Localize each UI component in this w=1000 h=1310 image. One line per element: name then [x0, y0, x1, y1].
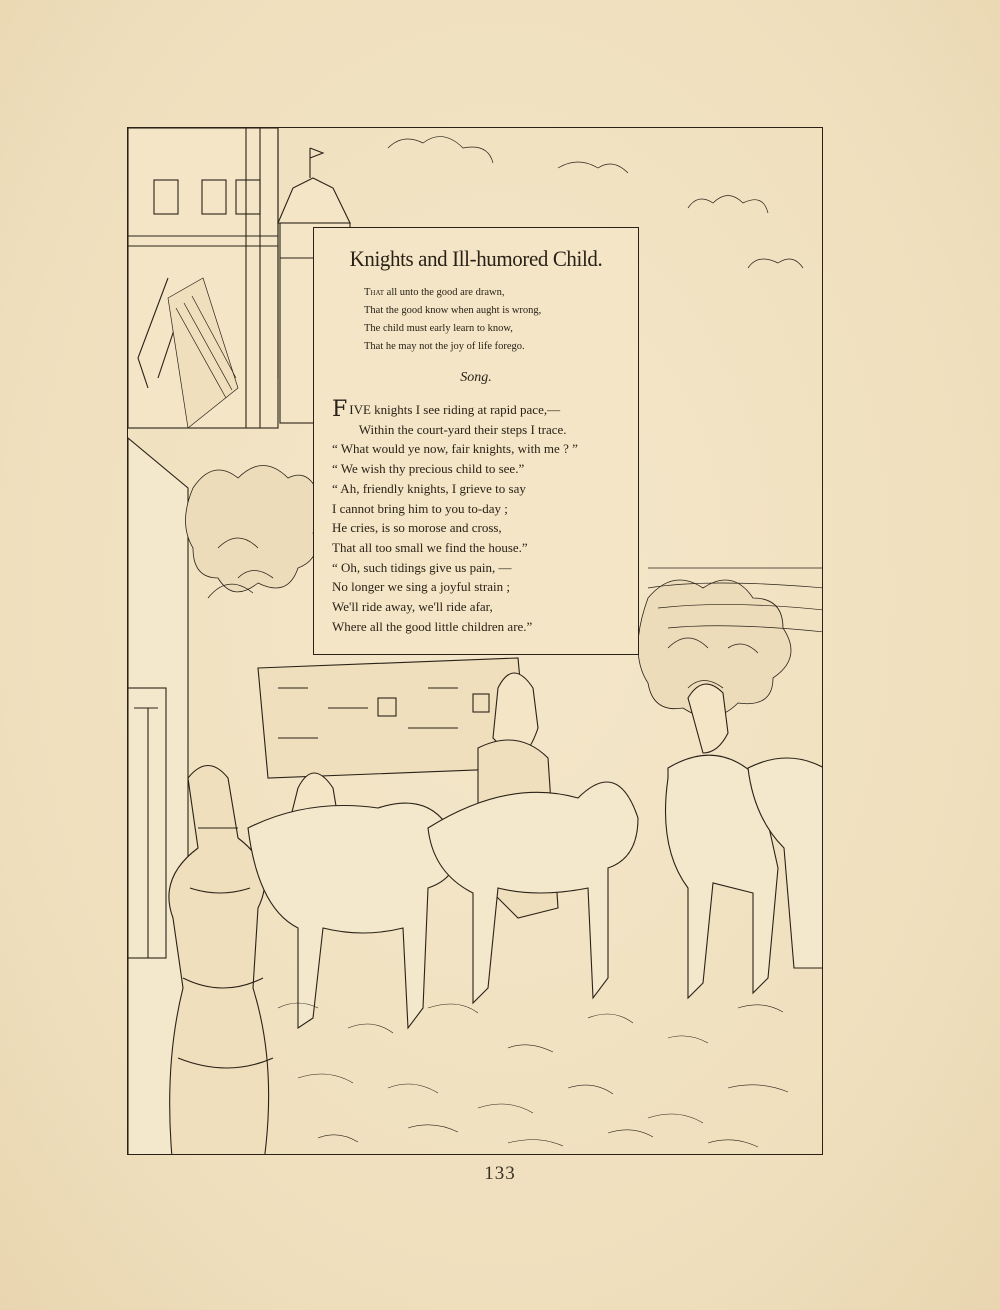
motto-first-line-rest: all unto the good are drawn,: [384, 287, 505, 298]
page-number: 133: [484, 1163, 516, 1184]
poem-title: Knights and Ill-humored Child.: [349, 246, 603, 271]
song-line: Within the court-yard their steps I trace.: [349, 421, 567, 437]
song-line: “ Oh, such tidings give us pain, —: [332, 559, 512, 575]
motto-first-word: That: [364, 287, 385, 298]
motto-line: That he may not the joy of life forego.: [364, 341, 525, 352]
song-line: That all too small we find the house.”: [332, 539, 528, 555]
song-first-line-rest: IVE knights I see riding at rapid pace,—: [349, 402, 561, 417]
song-line: “ What would ye now, fair knights, with me ? ”: [332, 441, 578, 457]
motto-line: The child must early learn to know,: [364, 323, 513, 334]
song-heading: Song.: [460, 370, 492, 385]
poem-text-panel: [313, 227, 639, 655]
drop-cap: F: [332, 397, 348, 422]
song-line: I cannot bring him to you to-day ;: [332, 500, 508, 516]
song-stanza: [332, 397, 578, 636]
song-line: “ Ah, friendly knights, I grieve to say: [332, 480, 526, 496]
song-line: [332, 397, 578, 422]
motto-line: [364, 284, 541, 302]
cobblestone-ground: [278, 1003, 788, 1147]
motto-line: That the good know when aught is wrong,: [364, 305, 542, 316]
song-line: He cries, is so morose and cross,: [332, 520, 502, 536]
song-line: Where all the good little children are.”: [332, 618, 533, 634]
song-line: No longer we sing a joyful strain ;: [332, 579, 510, 595]
song-line: We'll ride away, we'll ride afar,: [332, 599, 493, 615]
song-line: “ We wish thy precious child to see.”: [332, 461, 525, 477]
motto-stanza: [364, 284, 541, 356]
